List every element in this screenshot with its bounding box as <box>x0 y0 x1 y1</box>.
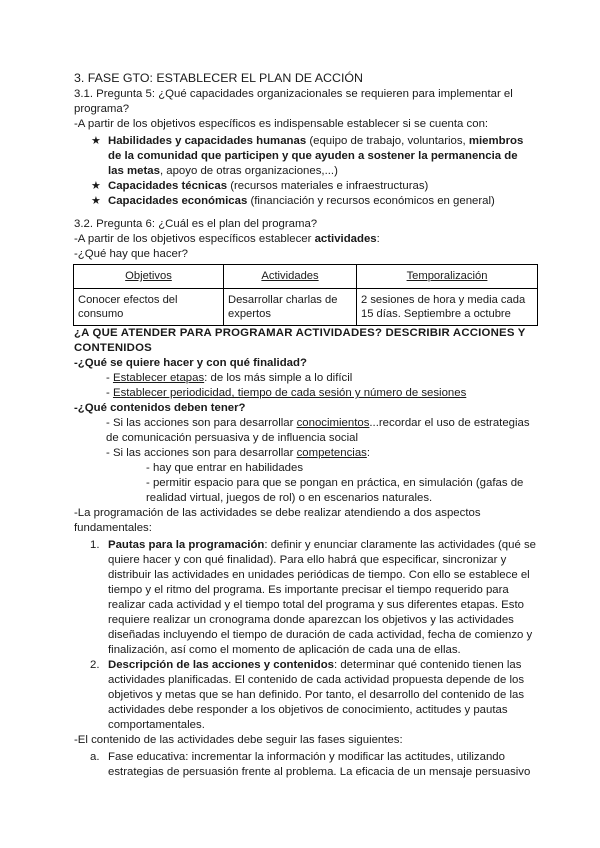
sub-list-item: - hay que entrar en habilidades <box>146 462 304 474</box>
question-purpose-text: -¿Qué se quiere hacer y con qué finalidad? <box>74 357 307 369</box>
question-5-line2: programa? <box>74 103 130 115</box>
aspect-title: Descripción de las acciones y contenidos <box>108 659 334 671</box>
intro-colon: : <box>376 233 380 245</box>
question-6-line1: 3.2. Pregunta 6: ¿Cuál es el plan del programa? <box>74 218 318 230</box>
question-6-what: -¿Qué hay que hacer? <box>74 248 188 260</box>
list-item <box>74 538 536 658</box>
capabilities-list <box>74 134 536 209</box>
aspect-title: Pautas para la programación <box>108 539 265 551</box>
phases-list <box>74 750 536 780</box>
activities-heading: ¿A QUE ATENDER PARA PROGRAMAR ACTIVIDADES? DESCRIBIR ACCIONES Y CONTENIDOS <box>74 327 526 354</box>
capability-text: (recursos materiales e infraestructuras) <box>227 180 429 192</box>
table-header-row <box>74 265 538 289</box>
column-header-objetivos: Objetivos <box>74 265 224 289</box>
phase-text: Fase educativa: incrementar la información y modificar las actitudes, utilizando estrategias de persuasión frente al problema. La eficacia de un mensaje persuasivo <box>108 751 531 778</box>
program-intro: -La programación de las actividades se debe realizar atendiendo a dos aspectos fundamentales: <box>74 507 481 534</box>
sub-list-item: - permitir espacio para que se pongan en práctica, en simulación (gafas de realidad virtual, juegos de rol) o en escenarios naturales. <box>146 477 524 504</box>
program-aspects-list <box>74 538 536 733</box>
list-item <box>74 750 536 780</box>
star-bullet-icon: ★ <box>91 195 101 207</box>
table-cell: Desarrollar charlas de expertos <box>224 289 357 326</box>
stage-label: Establecer etapas <box>112 372 205 384</box>
section-heading: 3. FASE GTO: ESTABLECER EL PLAN DE ACCIÓN <box>74 71 363 85</box>
plan-table <box>73 264 538 326</box>
list-item <box>74 416 536 446</box>
item-letter: a. <box>90 751 100 763</box>
contents-text: - Si las acciones son para desarrollar <box>106 417 297 429</box>
capability-text-tail: , apoyo de otras organizaciones,...) <box>159 165 338 177</box>
list-item <box>74 194 536 209</box>
list-item: - Establecer etapas: de los más simple a lo difícil <box>106 372 353 384</box>
table-row <box>74 289 538 326</box>
list-item <box>74 658 536 733</box>
aspect-text: : definir y enunciar claramente las actividades (qué se quiere hacer y con qué finalidad). Para ello habrá que especificar, sincronizar y distribuir las actividades en unidades periódicas de tiempo. Con ello se establece el tiempo y el ritmo del programa. Es importante precisar el tiempo requerido para realizar cada actividad y el tiempo total del programa y sus diferentes etapas. Esto requiere realizar un cronograma donde aparezcan los objetivos y las actividades diseñadas incluyendo el tiempo de duración de cada actividad, fecha de comienzo y finalización, así como el momento de aplicación de cada una de ellas. <box>108 539 536 656</box>
table-cell: 2 sesiones de hora y media cada 15 días. Septiembre a octubre <box>357 289 538 326</box>
question-5-intro: -A partir de los objetivos específicos es indispensable establecer si se cuenta con: <box>74 118 489 130</box>
contents-colon: : <box>366 447 371 459</box>
question-contents-text: -¿Qué contenidos deben tener? <box>74 402 246 414</box>
document-content <box>74 70 536 780</box>
star-bullet-icon: ★ <box>91 180 101 192</box>
stage-text: : de los más simple a lo difícil <box>204 372 353 384</box>
aspect-text: : determinar qué contenido tienen las actividades planificadas. El contenido de cada actividad propuesta depende de los objetivos y metas que se han definido. Por tanto, el desarrollo del contenido de las actividades debe responder a los objetivos de conocimiento, actitudes y pautas comportamentales. <box>108 659 525 731</box>
question-6-intro <box>74 232 536 247</box>
intro-emphasis: actividades <box>314 233 377 245</box>
list-item <box>74 446 536 461</box>
question-5-line1: 3.1. Pregunta 5: ¿Qué capacidades organizacionales se requieren para implementar el <box>74 88 513 100</box>
contents-text-tail: ...recordar el uso de estrategias de comunicación persuasiva y de influencia social <box>106 417 530 444</box>
list-item: - Establecer periodicidad, tiempo de cada sesión y número de sesiones <box>106 387 467 399</box>
intro-text: -A partir de los objetivos específicos establecer <box>74 233 315 245</box>
item-number: 1. <box>90 539 100 551</box>
capability-text: (financiación y recursos económicos en general) <box>247 195 495 207</box>
contents-text: - Si las acciones son para desarrollar <box>106 447 297 459</box>
capability-text: (equipo de trabajo, voluntarios, <box>306 135 469 147</box>
competences-label: competencias <box>296 447 367 459</box>
item-number: 2. <box>90 659 100 671</box>
knowledge-label: conocimientos <box>296 417 370 429</box>
question-purpose <box>74 356 536 371</box>
table-cell: Conocer efectos del consumo <box>74 289 224 326</box>
column-header-actividades: Actividades <box>224 265 357 289</box>
capability-name: Capacidades técnicas <box>108 180 228 192</box>
star-bullet-icon: ★ <box>91 135 101 147</box>
list-item <box>74 179 536 194</box>
column-header-temporalizacion: Temporalización <box>357 265 538 289</box>
phases-intro: -El contenido de las actividades debe seguir las fases siguientes: <box>74 734 403 746</box>
list-item <box>74 134 536 179</box>
capability-emphasis: miembros de la comunidad que participen y que ayuden a sostener la permanencia de las metas <box>108 135 524 177</box>
question-contents <box>74 401 536 416</box>
periodicity-label: Establecer periodicidad, tiempo de cada sesión y número de sesiones <box>112 387 467 399</box>
capability-name: Habilidades y capacidades humanas <box>108 135 307 147</box>
capability-name: Capacidades económicas <box>108 195 248 207</box>
